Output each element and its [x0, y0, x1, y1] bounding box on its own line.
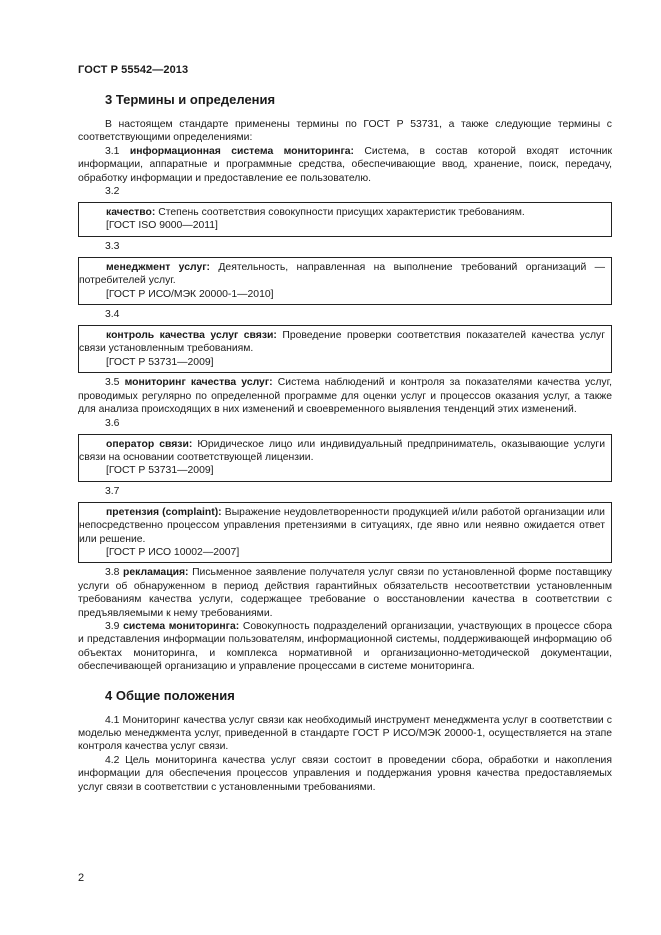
term-3-6 — [79, 438, 605, 465]
term-3-4-reference: [ГОСТ Р 53731—2009] — [106, 356, 214, 368]
term-3-2-definition: Степень соответствия совокупности присущих характеристик требованиям. — [155, 207, 525, 219]
term-3-9 — [78, 620, 612, 674]
section-3-intro: В настоящем стандарте применены термины по ГОСТ Р 53731, а также следующие термины с соответствующими определениями: — [78, 119, 612, 144]
term-3-7 — [79, 506, 605, 546]
term-3-9-number: 3.9 — [105, 620, 120, 632]
term-3-1 — [78, 145, 612, 185]
term-3-5-number: 3.5 — [105, 377, 120, 389]
term-3-3-box — [78, 257, 612, 305]
term-3-6-title: оператор связи: — [106, 438, 193, 450]
term-3-5 — [78, 376, 612, 416]
term-3-1-number: 3.1 — [105, 145, 120, 157]
term-3-3-reference: [ГОСТ Р ИСО/МЭК 20000-1—2010] — [106, 288, 274, 300]
term-3-5-title: мониторинг качества услуг: — [124, 377, 273, 389]
term-3-9-definition: Совокупность подразделений организации, участвующих в процессе сбора и представления информации пользователям, информационной системы, поддерживающей информацию об объектах мониторинга, и комплекса нормативной и организационно-методической документации, обеспечивающей организацию и управление процессами в системе мониторинга. — [78, 620, 613, 673]
term-3-8-number: 3.8 — [105, 567, 120, 579]
term-3-4-number: 3.4 — [105, 309, 120, 321]
paragraph-4-1: 4.1 Мониторинг качества услуг связи как необходимый инструмент менеджмента услуг в соответствии с моделью менеджмента услуг, приведенной в стандарте ГОСТ Р ИСО/МЭК 20000-1, осуществляется на этапе контроля качества услуг связи. — [78, 714, 612, 753]
term-3-3-definition: Деятельность, направленная на выполнение требований организаций — потребителей услуг. — [79, 261, 606, 287]
paragraph-4-2: 4.2 Цель мониторинга качества услуг связи состоит в проведении сбора, обработки и накопления информации для обеспечения процессов управления и поддержания уровня качества предоставляемых услуг связи в соответствии с установленными требованиями. — [78, 754, 612, 793]
term-3-7-reference: [ГОСТ Р ИСО 10002—2007] — [106, 546, 240, 558]
term-3-3 — [79, 261, 605, 288]
term-3-7-title: претензия (complaint): — [106, 506, 222, 518]
term-3-2-box — [78, 202, 612, 237]
term-3-8-title: рекламация: — [123, 567, 189, 579]
term-3-3-number: 3.3 — [105, 240, 120, 252]
term-3-9-title: система мониторинга: — [123, 620, 240, 632]
term-3-3-title: менеджмент услуг: — [106, 261, 211, 273]
document-code: ГОСТ Р 55542—2013 — [78, 64, 189, 76]
term-3-4-title: контроль качества услуг связи: — [106, 330, 277, 342]
term-3-2 — [79, 206, 605, 219]
term-3-7-box — [78, 502, 612, 564]
term-3-4-box — [78, 325, 612, 373]
term-3-6-box — [78, 434, 612, 482]
term-3-2-title: качество: — [106, 207, 156, 219]
term-3-6-reference: [ГОСТ Р 53731—2009] — [106, 465, 214, 477]
term-3-7-number: 3.7 — [105, 485, 120, 497]
term-3-1-title: информационная система мониторинга: — [129, 145, 355, 157]
term-3-2-reference: [ГОСТ ISO 9000—2011] — [106, 220, 218, 232]
section-4-heading: 4 Общие положения — [105, 687, 235, 703]
term-3-7-definition: Выражение неудовлетворенности продукцией и/или работой организации или непосредственно процессом управления претензиями в ситуациях, где явно или неявно ожидается ответ или решение. — [79, 506, 605, 545]
page-content — [78, 92, 612, 794]
page-number: 2 — [78, 872, 85, 884]
term-3-8-definition: Письменное заявление получателя услуг связи по установленной форме поставщику услуги об обнаруженном в период действия гарантийных обязательств несоответствии установленным требованиям качества услуги, содержащее требование о восстановлении качества в соответствии с предъявляемыми к нему требованиями. — [78, 567, 612, 619]
section-3-heading: 3 Термины и определения — [105, 92, 276, 107]
term-3-2-number: 3.2 — [105, 186, 120, 198]
term-3-8 — [78, 566, 612, 620]
term-3-1-definition: Система, в состав которой входят источник информации, аппаратные и программные средства, обеспечивающие ввод, хранение, поиск, передачу, обработку информации и предоставление ее пользователю. — [78, 145, 613, 184]
term-3-4 — [79, 329, 605, 356]
term-3-4-definition: Проведение проверки соответствия показателей качества услуг связи установленным требованиям. — [79, 330, 605, 355]
term-3-5-definition: Система наблюдений и контроля за показателями качества услуг, проводимых регулярно по определенной программе для оценки услуг и процессов оказания услуг, а также для анализа происходящих в них изменений и своевременного выявления тенденций этих изменений. — [78, 377, 613, 416]
term-3-6-number: 3.6 — [105, 417, 120, 429]
term-3-6-definition: Юридическое лицо или индивидуальный предприниматель, оказывающие услуги связи на основании соответствующей лицензии. — [79, 438, 606, 463]
